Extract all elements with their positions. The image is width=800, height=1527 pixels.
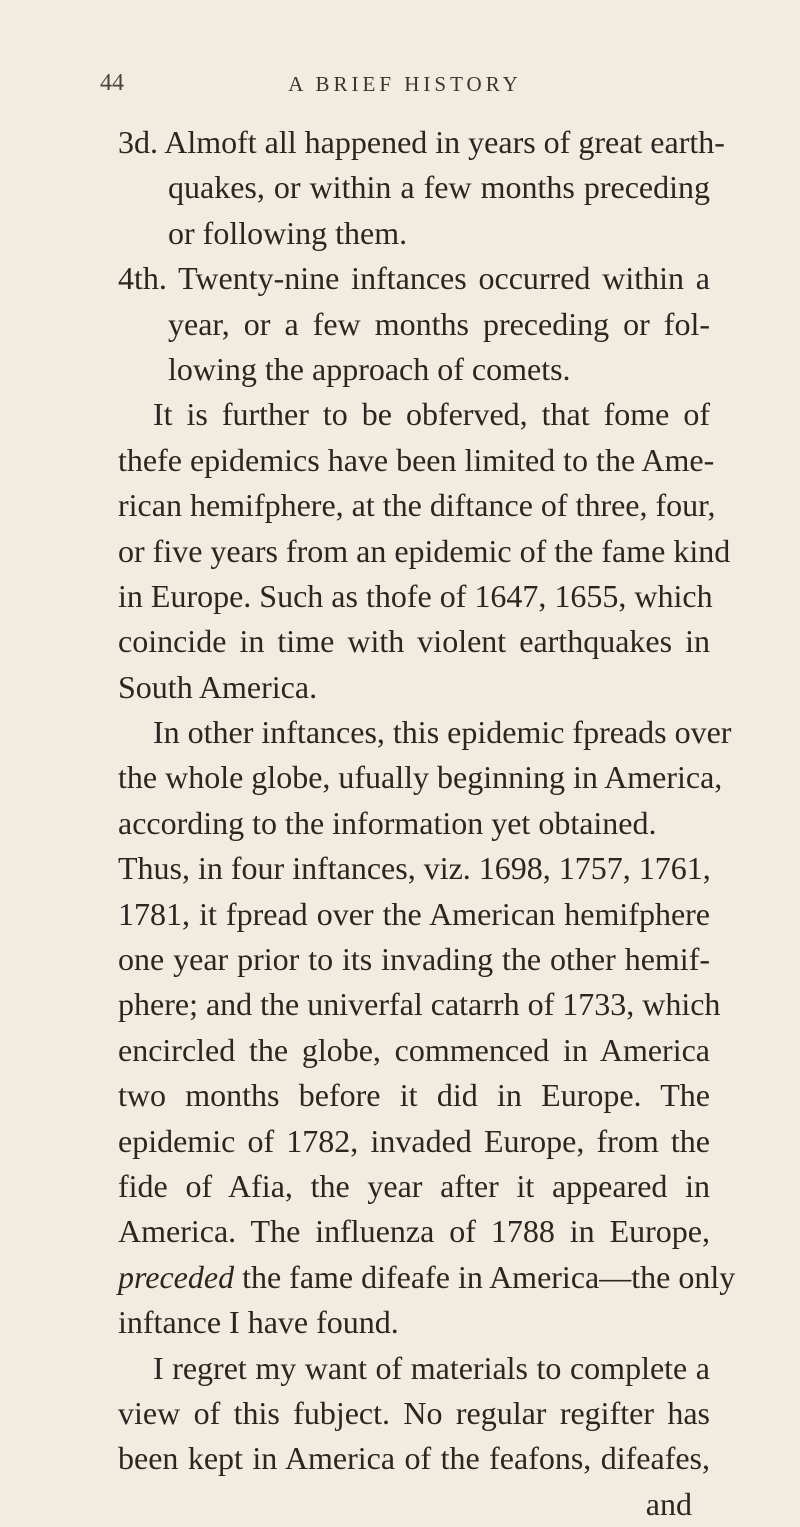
page-number: 44: [100, 70, 124, 96]
text-line: I regret my want of materials to complete a: [153, 1349, 710, 1386]
catchword: and: [645, 1485, 692, 1522]
text-line: epidemic of 1782, invaded Europe, from the: [118, 1122, 710, 1159]
text-line: Thus, in four inftances, viz. 1698, 1757, 1761,: [118, 850, 711, 887]
text-line: or following them.: [168, 214, 408, 251]
text-line: rican hemifphere, at the diftance of three, four,: [118, 487, 716, 524]
text-line: fide of Afia, the year after it appeared in: [118, 1167, 710, 1204]
text-line: In other inftances, this epidemic fpreads over: [153, 714, 732, 751]
body-text: [118, 120, 736, 1527]
text-line: 4th. Twenty-nine inftances occurred within a: [118, 260, 710, 297]
text-line: 1781, it fpread over the American hemifphere: [118, 895, 710, 932]
text-line: It is further to be obferved, that fome of: [153, 396, 710, 433]
text-line: the whole globe, ufually beginning in America,: [118, 759, 723, 796]
text-line: 3d. Almoft all happened in years of great earth-: [118, 124, 725, 160]
text-line: inftance I have found.: [118, 1304, 399, 1341]
italic-word: preceded: [118, 1258, 235, 1295]
text-line: view of this fubject. No regular regifter has: [118, 1394, 710, 1431]
text-line-with-emphasis: [118, 1255, 736, 1300]
text-line: America. The influenza of 1788 in Europe,: [118, 1213, 710, 1250]
text-line: thefe epidemics have been limited to the Ame-: [118, 441, 715, 478]
running-head: [100, 70, 710, 110]
text-line: been kept in America of the feafons, difeafes,: [118, 1440, 710, 1477]
text-line: phere; and the univerfal catarrh of 1733, which: [118, 986, 721, 1023]
text-line: according to the information yet obtained.: [118, 804, 657, 841]
running-title: A BRIEF HISTORY: [288, 72, 522, 96]
text-line: South America.: [118, 668, 318, 705]
text-line: coincide in time with violent earthquakes in: [118, 623, 710, 660]
text-line: two months before it did in Europe. The: [118, 1077, 710, 1114]
text-line: year, or a few months preceding or fol-: [168, 305, 710, 342]
text-line: one year prior to its invading the other hemif-: [118, 941, 710, 978]
text-fragment: the fame difeafe in America—the only: [242, 1258, 736, 1295]
text-line: encircled the globe, commenced in America: [118, 1031, 710, 1068]
text-line: in Europe. Such as thofe of 1647, 1655, which: [118, 577, 713, 614]
text-line: quakes, or within a few months preceding: [168, 169, 710, 206]
text-line: lowing the approach of comets.: [168, 350, 571, 387]
text-line: or five years from an epidemic of the fame kind: [118, 532, 731, 569]
